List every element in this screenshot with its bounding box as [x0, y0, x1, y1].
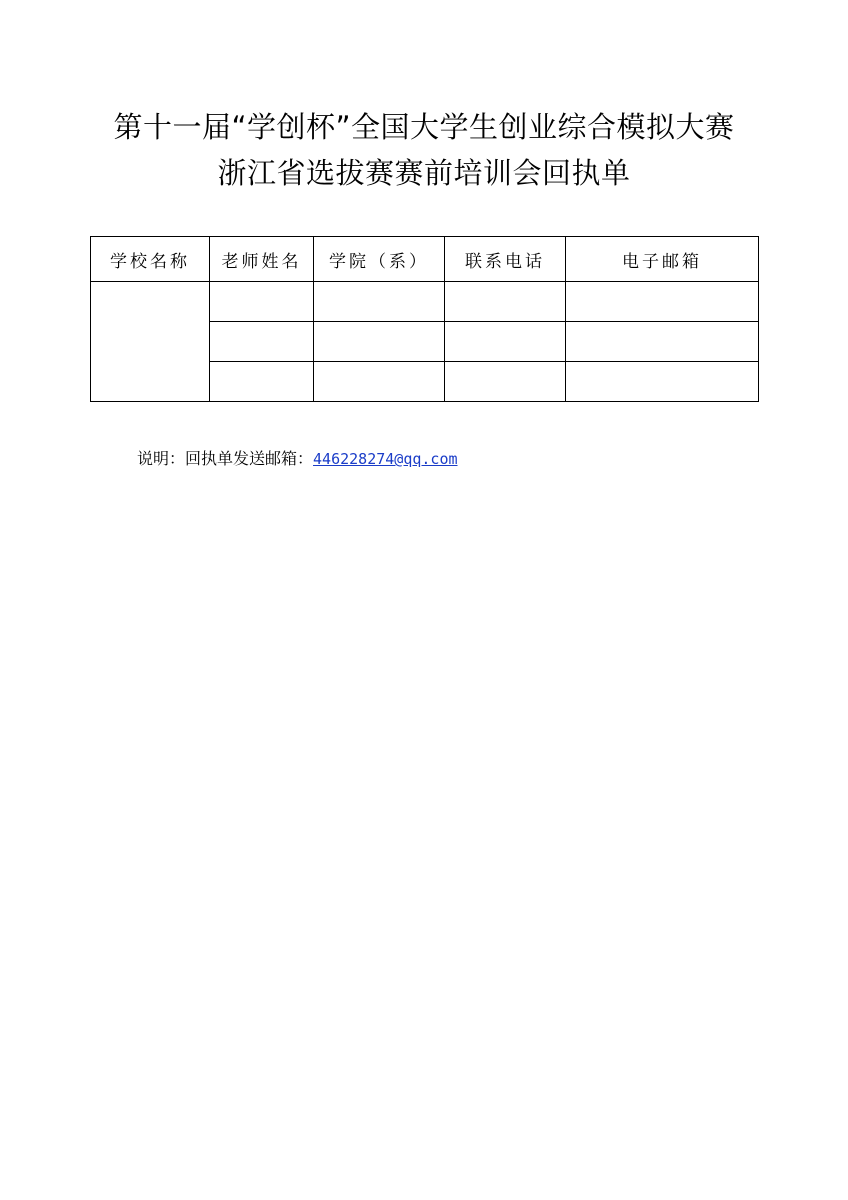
header-email: 电子邮箱 — [566, 237, 759, 282]
table-row — [91, 282, 759, 322]
college-cell[interactable] — [314, 322, 445, 362]
document-title — [0, 104, 848, 196]
email-cell[interactable] — [566, 362, 759, 402]
header-teacher-name: 老师姓名 — [210, 237, 314, 282]
title-line-1: 第十一届“学创杯”全国大学生创业综合模拟大赛 — [113, 110, 735, 144]
college-cell[interactable] — [314, 282, 445, 322]
phone-cell[interactable] — [445, 322, 566, 362]
phone-cell[interactable] — [445, 282, 566, 322]
teacher-name-cell[interactable] — [210, 322, 314, 362]
school-name-cell[interactable] — [91, 282, 210, 402]
header-phone: 联系电话 — [445, 237, 566, 282]
header-college: 学院（系） — [314, 237, 445, 282]
phone-cell[interactable] — [445, 362, 566, 402]
table-header-row — [91, 237, 759, 282]
teacher-name-cell[interactable] — [210, 282, 314, 322]
teacher-name-cell[interactable] — [210, 362, 314, 402]
receipt-form-table — [90, 236, 759, 402]
instruction-note — [137, 448, 458, 470]
email-cell[interactable] — [566, 282, 759, 322]
header-school-name: 学校名称 — [91, 237, 210, 282]
note-label: 说明：回执单发送邮箱： — [137, 449, 314, 468]
email-cell[interactable] — [566, 322, 759, 362]
title-line-2: 浙江省选拔赛赛前培训会回执单 — [217, 156, 631, 190]
college-cell[interactable] — [314, 362, 445, 402]
email-link[interactable]: 446228274@qq.com — [313, 450, 458, 468]
